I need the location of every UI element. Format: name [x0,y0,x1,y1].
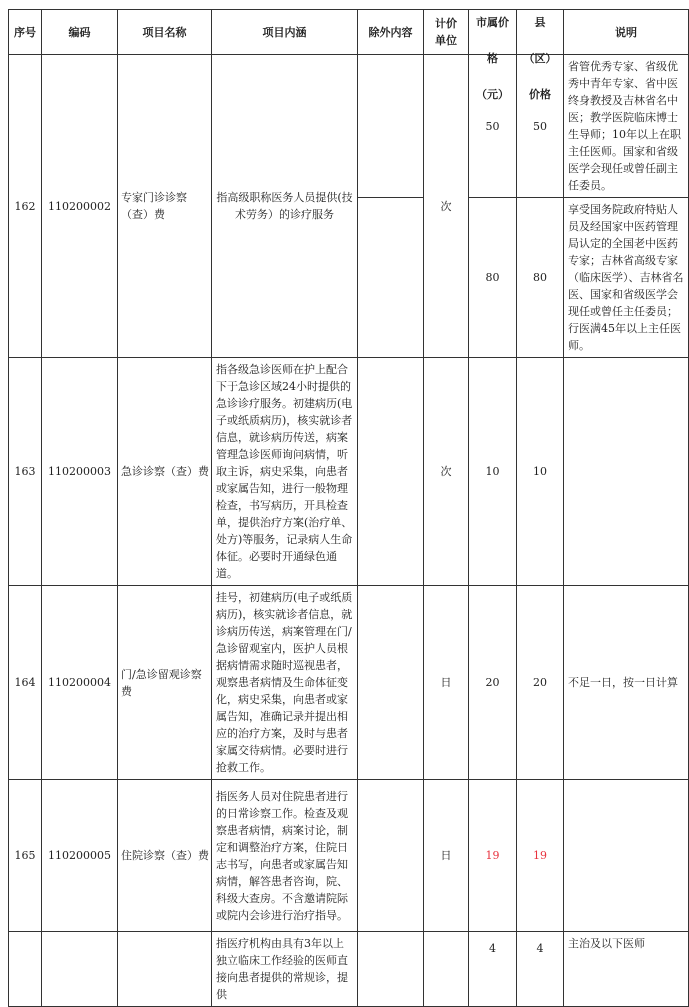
header-content: 项目内涵 [212,10,358,55]
row-165-seq: 165 [9,780,42,932]
row-163-unit: 次 [424,358,469,586]
row-165-name: 住院诊察（查）费 [118,780,212,932]
row-162-code: 110200002 [42,55,118,358]
row-163-code: 110200003 [42,358,118,586]
row-162-seq: 162 [9,55,42,358]
row-163-note [564,358,689,586]
row-165-county-price: 19 [517,780,564,932]
row-164-content: 挂号，初建病历(电子或纸质病历)，核实就诊者信息，就诊病历传送，病案管理在门/急诊留观室内，医护人员根据病情需求随时巡视患者，观察患者病情及生命体征变化，病史采集，向患者或家属告知，准确记录并提出相应的治疗方案，及时与患者家属交待病情。必要时进行抢救工作。 [212,586,358,780]
row-165-excluded [358,780,424,932]
row-162a-city-price: 50 [469,55,517,198]
row-164-excluded [358,586,424,780]
row-166-unit [424,932,469,1007]
row-162a-note: 省管优秀专家、省级优秀中青年专家、省中医终身教授及吉林省名中医；教学医院临床博士生导师；10年以上在职主任医师。国家和省级医学会现任或曾任副主任委员。 [564,55,689,198]
row-166-content: 指医疗机构由具有3年以上独立临床工作经验的医师直接向患者提供的常规诊，提供 [212,932,358,1007]
table-row-163 [9,358,689,586]
price-table-page [8,9,688,1001]
header-unit-line2: 单位 [435,34,457,47]
row-166-note: 主治及以下医师 [564,932,689,1007]
row-163-excluded [358,358,424,586]
row-165-city-price: 19 [469,780,517,932]
table-row-166 [9,932,689,1007]
row-164-county-price: 20 [517,586,564,780]
header-seq: 序号 [9,10,42,55]
row-166-excluded [358,932,424,1007]
header-county-price [517,10,564,101]
header-county-line2: （区） [523,52,557,65]
row-163-city-price: 10 [469,358,517,586]
row-162-excluded-b [358,198,424,358]
header-code: 编码 [42,10,118,55]
table-header-row [9,10,689,55]
header-county-line1: 县 [534,16,546,29]
row-163-name: 急诊诊察（查）费 [118,358,212,586]
header-note: 说明 [564,10,689,55]
row-164-city-price: 20 [469,586,517,780]
row-163-seq: 163 [9,358,42,586]
table-row-165 [9,780,689,932]
row-163-county-price: 10 [517,358,564,586]
row-162-content: 指高级职称医务人员提供(技术劳务）的诊疗服务 [212,55,358,358]
row-166-name [118,932,212,1007]
header-name: 项目名称 [118,10,212,55]
row-162b-county-price: 80 [517,198,564,358]
row-166-city-price: 4 [469,932,517,1007]
row-165-note [564,780,689,932]
header-city-line2: 格 [487,52,498,65]
header-unit [424,10,469,55]
row-162-excluded-a [358,55,424,198]
row-165-unit: 日 [424,780,469,932]
row-165-content: 指医务人员对住院患者进行的日常诊察工作。检查及观察患者病情，病案讨论，制定和调整治疗方案，住院日志书写，向患者或家属告知病情，解答患者咨询，院、科级大查房。不含邀请院际或院内会诊进行治疗指导。 [212,780,358,932]
table-row-162 [9,55,689,198]
row-166-seq [9,932,42,1007]
row-162-name: 专家门诊诊察（查）费 [118,55,212,358]
row-166-code [42,932,118,1007]
medical-fee-table [8,9,689,1007]
row-165-code: 110200005 [42,780,118,932]
row-162-unit: 次 [424,55,469,358]
row-164-note: 不足一日，按一日计算 [564,586,689,780]
row-162b-city-price: 80 [469,198,517,358]
header-unit-line1: 计价 [435,17,457,30]
header-city-line1: 市属价 [476,16,509,29]
header-city-price [469,10,517,101]
header-county-line3: 价格 [529,88,551,101]
row-163-content: 指各级急诊医师在护上配合下于急诊区域24小时提供的急诊诊疗服务。初建病历(电子或纸质病历)，核实就诊者信息，就诊病历传送，病案管理急诊医师询问病情，听取主诉，病史采集，向患者或家属告知，进行一般物理检查，书写病历，开具检查单，提供治疗方案(治疗单、处方)等服务，记录病人生命体征。必要时开通绿色通道。 [212,358,358,586]
row-164-unit: 日 [424,586,469,780]
row-164-seq: 164 [9,586,42,780]
row-164-name: 门/急诊留观诊察费 [118,586,212,780]
row-166-county-price: 4 [517,932,564,1007]
row-164-code: 110200004 [42,586,118,780]
row-162a-county-price: 50 [517,55,564,198]
header-city-line3: （元） [476,88,509,101]
table-row-164 [9,586,689,780]
header-excluded: 除外内容 [358,10,424,55]
row-162b-note: 享受国务院政府特贴人员及经国家中医药管理局认定的全国老中医药专家；吉林省高级专家（临床医学）、吉林省名医、国家和省级医学会现任或曾任主任委员；行医满45年以上主任医师。 [564,198,689,358]
